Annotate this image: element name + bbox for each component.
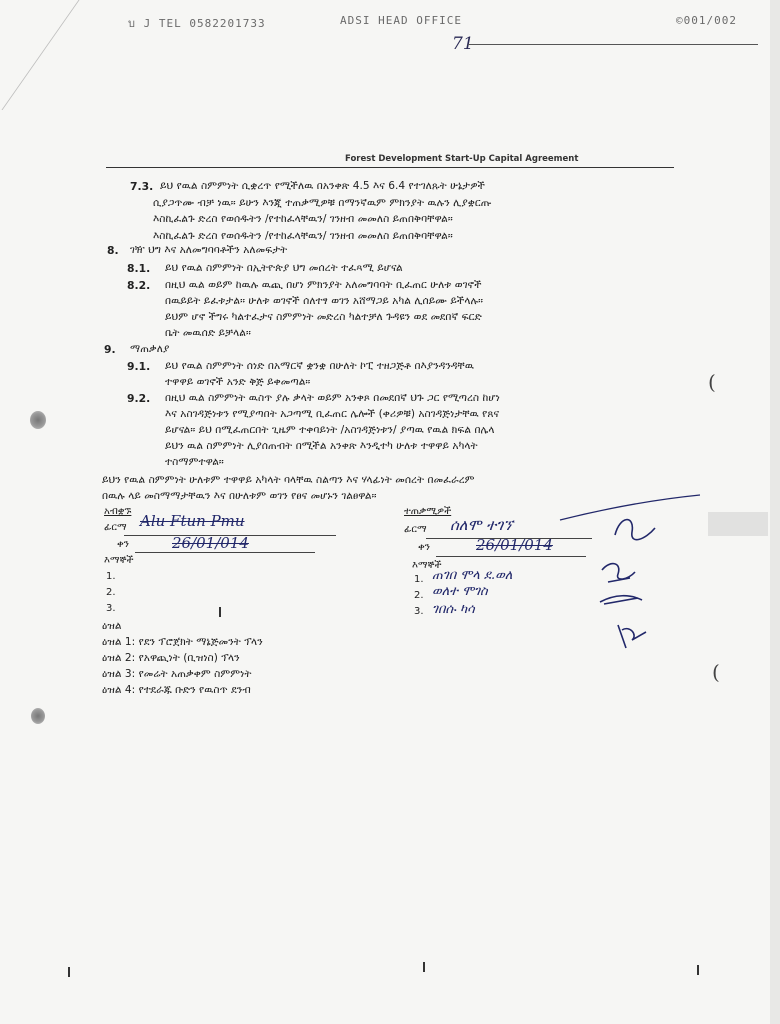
annex-item: ዕዝል 1: የደን ፕሮጀክት ማኔጅመንት ፕላን	[102, 636, 263, 648]
scan-mark: (	[712, 660, 720, 684]
running-header: Forest Development Start-Up Capital Agreement	[345, 154, 579, 164]
punch-hole	[31, 708, 45, 724]
clause-number: 9.1.	[127, 360, 151, 373]
left-witness-number: 1.	[106, 571, 116, 582]
closing-line: በዉሉ ላይ መስማማታቸዉን እና በሁለቱም ወገን የፀና መሆኑን ገልፀዋል።	[102, 490, 377, 502]
left-witnesses-label: እማኞች	[104, 555, 134, 566]
clause-line: እስኪፈልጉ ድረስ የወሰዱትን /የተከፈላቸዉን/ ገንዘብ መመለስ ይጠበቅባቸዋል።	[153, 230, 453, 242]
clause-line: በዚህ ዉል ወይም ከዉሉ ዉጪ በሆነ ምክንያት አለመግባባት ቢፈጠር ሁለቱ ወገኖች	[165, 279, 482, 291]
right-witness-name: ገበሱ ካሳ	[432, 602, 475, 617]
scan-mark: (	[708, 370, 716, 394]
annex-item: ዕዝል 4: የተደራጁ ቡድን የዉስጥ ደንብ	[102, 684, 251, 696]
clause-number: 9.2.	[127, 392, 151, 405]
right-signature-handwriting: ሰለሞ ተገኘ	[450, 516, 513, 534]
right-witness-number: 3.	[414, 606, 424, 617]
clause-number: 7.3.	[130, 180, 154, 193]
section-title: ገዥ ህግ እና አለመግባባቶችን አለመፍታት	[130, 244, 288, 256]
section-number: 9.	[104, 343, 116, 356]
scan-mark	[697, 965, 699, 975]
header-rule	[106, 167, 674, 168]
clause-line: ይህም ሆኖ ችግሩ ካልተፈታና ስምምነት መድረስ ካልተቻለ ጉዳዩን ወደ መደበኛ ፍርድ	[165, 311, 482, 323]
section-number: 8.	[107, 244, 119, 257]
handwritten-page-number: 71	[452, 34, 474, 54]
annexes-title: ዕዝል	[102, 620, 122, 632]
left-witness-number: 3.	[106, 603, 116, 614]
right-witness-number: 1.	[414, 574, 424, 585]
clause-number: 8.1.	[127, 262, 151, 275]
annex-item: ዕዝል 3: የመሬት አጠቃቀም ስምምነት	[102, 668, 252, 680]
clause-line: እስኪፈልጉ ድረስ የወሰዱትን /የተከፈላቸዉን/ ገንዘብ መመለስ ይጠበቅባቸዋል።	[153, 213, 453, 225]
fax-page: ©001/002	[676, 14, 737, 27]
scan-mark	[68, 967, 70, 977]
scan-mark	[219, 607, 221, 617]
clause-line: በዉይይት ይፈቱታል። ሁለቱ ወገኖች ሰለተፃ ወገን አሸማጋይ አካል ሊሰይሙ ይችላሉ።	[165, 295, 484, 307]
clause-line: ይሆናል። ይህ በሚፈጠርበት ጊዜም ተቀባይነት /አስገዳጅነቱን/ ያጣዉ የዉል ክፍል በሌላ	[165, 424, 495, 436]
right-witness-name: ጠገበ ሞላ ደ.ወለ	[432, 568, 513, 583]
clause-line: ተስማምተዋል።	[165, 456, 224, 468]
clause-number: 8.2.	[127, 279, 151, 292]
left-party-title: አብቋኙ	[104, 506, 132, 517]
scan-smudge	[708, 512, 768, 536]
section-title: ማጠቃለያ	[130, 343, 170, 355]
handwritten-signatures	[560, 490, 710, 650]
right-witnesses-label: እማኞች	[412, 560, 442, 571]
clause-line: ይህን ዉል ስምምነት ሊያሰጠብት በሚችል አንቀጽ እንዲተካ ሁለቱ ተዋዋይ አካላት	[165, 440, 478, 452]
clause-line: ይህ የዉል ስምምነት ሰነድ በአማርኛ ቋንቋ በሁለት ኮፒ ተዘጋጅቶ በእያንዳንዳቸዉ	[165, 360, 475, 372]
scan-edge	[770, 0, 780, 1024]
annex-item: ዕዝል 2: የአዋጪነት (ቢዝነስ) ፕላን	[102, 652, 240, 664]
right-date-label: ቀን	[418, 542, 430, 553]
clause-line: ተዋዋይ ወገኖች አንድ ቅጅ ይቀመጣል።	[165, 376, 311, 388]
right-party-title: ተጠቃሚዎች	[404, 506, 452, 517]
fax-office: ADSI HEAD OFFICE	[340, 14, 462, 27]
fax-tel: บ J TEL 0582201733	[128, 17, 266, 30]
clause-line: ሲያጋጥሙ ብቻ ነዉ። ይሁን እንጂ ተጠቃሚዎቹ በማንኛዉም ምክንያት ዉሉን ሊያቋርጡ	[153, 197, 492, 209]
left-date-label: ቀን	[117, 539, 129, 550]
left-date-handwriting: 26/01/014	[172, 534, 249, 552]
right-witness-name: ወለተ ሞገስ	[432, 584, 488, 599]
closing-line: ይህን የዉል ስምምነት ሁለቱም ተዋዋይ አካላት ባላቸዉ ስልጣን እና ሃላፊነት መሰረት በመፈራረም	[102, 474, 475, 486]
handwritten-underline	[468, 44, 758, 45]
scan-mark	[423, 962, 425, 972]
left-date-line	[135, 552, 315, 553]
clause-line: በዚህ ዉል ስምምነት ዉስጥ ያሉ ቃላት ወይም አንቀጾ በመደበኛ ህጉ ጋር የሚጣረስ ከሆነ	[165, 392, 500, 404]
left-signature-handwriting: Alu Ftun Pmu	[140, 512, 245, 530]
clause-line: ቤት መዉሰድ ይቻላል።	[165, 327, 251, 339]
right-witness-number: 2.	[414, 590, 424, 601]
left-witness-number: 2.	[106, 587, 116, 598]
clause-line: ይህ የዉል ስምምነት በኢትዮጵያ ህግ መሰረት ተፈጻሚ ይሆናል	[165, 262, 403, 274]
left-signature-label: ፊርማ	[104, 522, 127, 533]
right-date-handwriting: 26/01/014	[476, 536, 553, 554]
clause-line: ይህ የዉል ስምምነት ሲቋረጥ የሚችለዉ በአንቀጽ 4.5 እና 6.4 የተገለጹት ሁኔታዎች	[160, 180, 486, 192]
right-signature-label: ፊርማ	[404, 524, 427, 535]
punch-hole	[30, 411, 46, 429]
clause-line: እና አስገዳጅነቱን የሚያጣበት አጋጣሚ ቢፈጠር ሌሎች (ቀሪዎቹ) አስገዳጅነታቸዉ የጸና	[165, 408, 500, 420]
